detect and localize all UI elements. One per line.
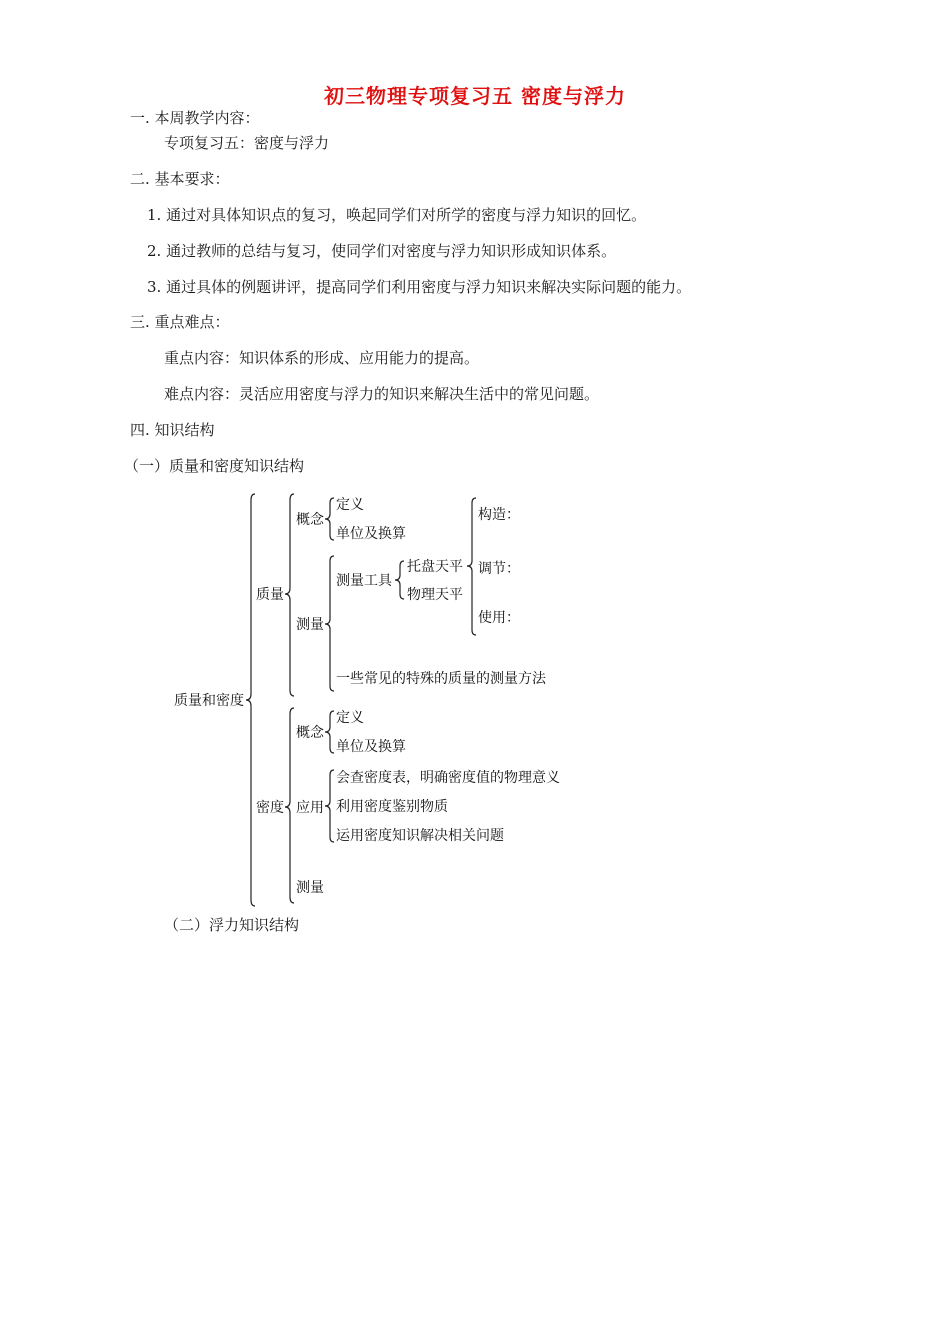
diagram-application-item: 运用密度知识解决相关问题 — [336, 828, 504, 844]
diagram-balance-structure: 构造： — [478, 507, 520, 523]
page-title: 初三物理专项复习五 密度与浮力 — [324, 84, 626, 108]
diagram-root-label: 质量和密度 — [174, 693, 244, 709]
diagram-density-definition: 定义 — [336, 710, 364, 726]
diagram-mass-concept-label: 概念 — [296, 512, 324, 528]
requirement-item: 2. 通过教师的总结与复习，使同学们对密度与浮力知识形成知识体系。 — [147, 242, 617, 260]
diagram-density-measure-label: 测量 — [296, 880, 324, 896]
diagram-application-label: 应用 — [296, 800, 324, 816]
difficult-points: 难点内容：灵活应用密度与浮力的知识来解决生活中的常见问题。 — [164, 385, 600, 403]
diagram-application-item: 会查密度表，明确密度值的物理意义 — [336, 770, 560, 786]
diagram-balance-use: 使用： — [478, 610, 520, 626]
diagram-mass-definition: 定义 — [336, 497, 364, 513]
diagram-mass-measure-label: 测量 — [296, 617, 324, 633]
key-points: 重点内容：知识体系的形成、应用能力的提高。 — [164, 349, 480, 367]
diagram-mass-units: 单位及换算 — [336, 526, 406, 542]
diagram-application-item: 利用密度鉴别物质 — [336, 799, 448, 815]
requirement-item: 1. 通过对具体知识点的复习，唤起同学们对所学的密度与浮力知识的回忆。 — [147, 206, 647, 224]
diagram-tray-balance: 托盘天平 — [407, 559, 463, 575]
section-4-heading: 四. 知识结构 — [130, 421, 215, 439]
section-2-heading: 二. 基本要求： — [130, 170, 230, 188]
diagram-balance-adjust: 调节： — [478, 561, 520, 577]
section-3-heading: 三. 重点难点： — [130, 313, 230, 331]
diagram-mass-label: 质量 — [256, 587, 284, 603]
subsection-mass-density: （一）质量和密度知识结构 — [124, 457, 305, 475]
diagram-density-concept-label: 概念 — [296, 725, 324, 741]
diagram-special-methods: 一些常见的特殊的质量的测量方法 — [336, 671, 546, 687]
diagram-physics-balance: 物理天平 — [407, 587, 463, 603]
section-1-heading: 一. 本周教学内容： — [130, 109, 260, 127]
section-1-content: 专项复习五：密度与浮力 — [164, 134, 330, 152]
diagram-measuring-tool: 测量工具 — [336, 573, 392, 589]
diagram-density-label: 密度 — [256, 800, 284, 816]
subsection-buoyancy: （二）浮力知识结构 — [164, 916, 300, 934]
diagram-density-units: 单位及换算 — [336, 739, 406, 755]
requirement-item: 3. 通过具体的例题讲评，提高同学们利用密度与浮力知识来解决实际问题的能力。 — [147, 278, 692, 296]
